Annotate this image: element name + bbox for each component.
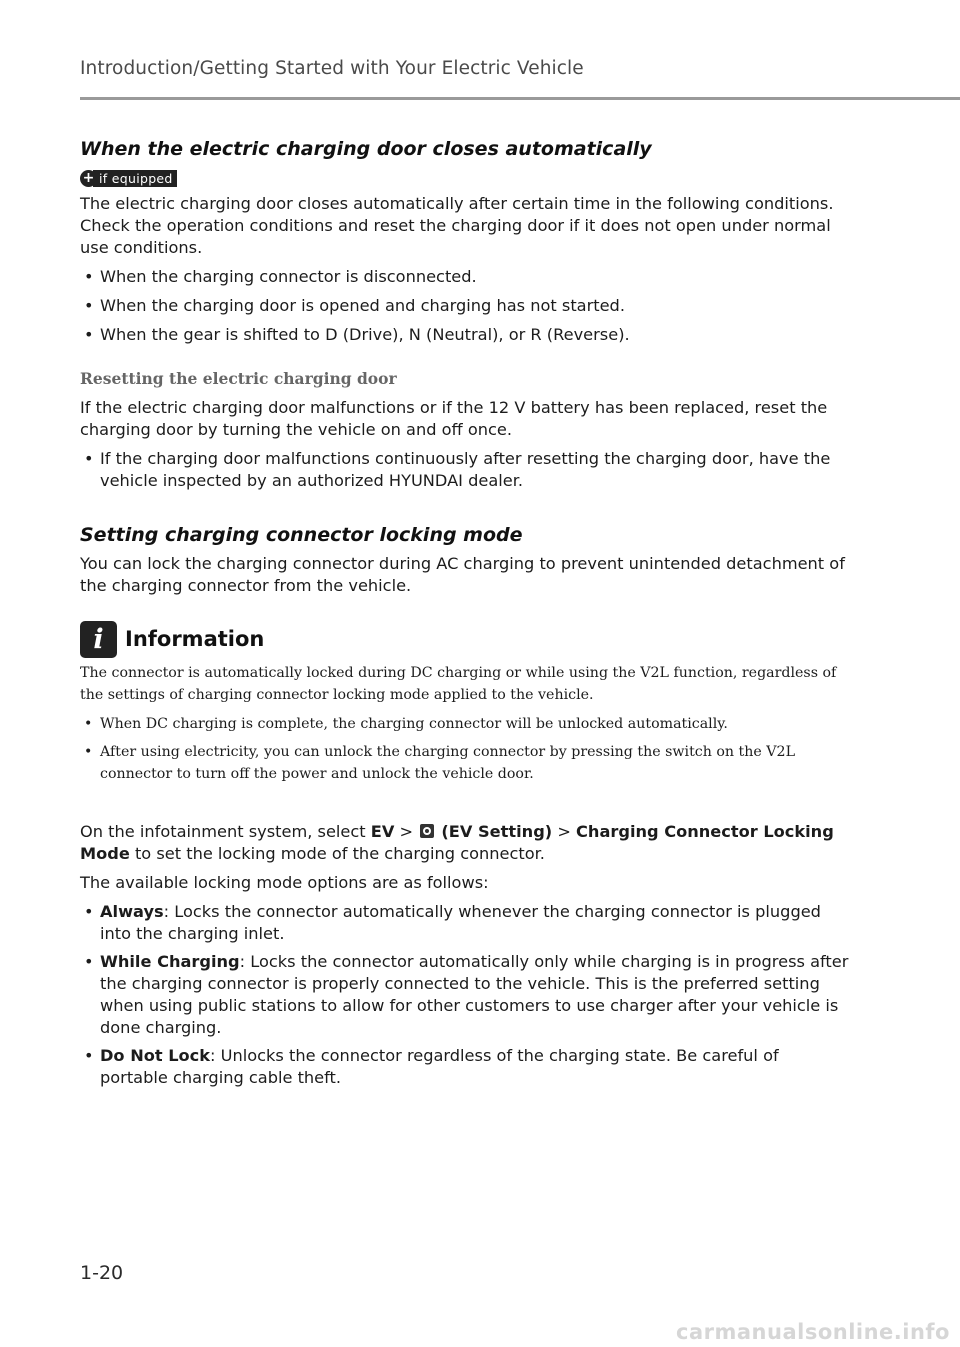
gear-icon <box>420 824 434 838</box>
if-equipped-badge <box>80 168 177 188</box>
option-name: While Charging <box>100 952 240 971</box>
option-desc: : Locks the connector automatically only while charging is in progress after the charging connector is properly connected to the vehicle. This is the preferred setting when using public stations to allow for other customers to use charger after your vehicle is done charging. <box>100 952 849 1037</box>
auto-close-intro: The electric charging door closes automatically after certain time in the following conditions. Check the operation conditions and reset the charging door if it does not open under normal use conditions. <box>80 194 834 257</box>
ev-setting-menu: (EV Setting) <box>441 822 553 841</box>
option-name: Do Not Lock <box>100 1046 211 1065</box>
auto-close-bullet: • When the charging door is opened and charging has not started. <box>80 295 850 317</box>
option-desc: : Unlocks the connector regardless of the charging state. Be careful of portable charging cable theft. <box>100 1046 779 1087</box>
information-bullet: • When DC charging is complete, the charging connector will be unlocked automatically. <box>80 713 850 735</box>
infotainment-instruction <box>80 821 850 865</box>
auto-close-bullet: • When the gear is shifted to D (Drive), N (Neutral), or R (Reverse). <box>80 324 850 346</box>
information-bullet: • After using electricity, you can unlock the charging connector by pressing the switch on the V2L connector to turn off the power and unlock the vehicle door. <box>80 741 850 785</box>
instruction-suffix: to set the locking mode of the charging connector. <box>129 844 545 863</box>
header-divider <box>80 97 960 100</box>
ev-menu: EV <box>370 822 395 841</box>
info-icon: i <box>80 621 117 658</box>
reset-body: If the electric charging door malfunctions or if the 12 V battery has been replaced, reset the charging door by turning the vehicle on and off once. <box>80 398 828 439</box>
option-do-not-lock <box>80 1045 850 1089</box>
section-heading-locking-mode: Setting charging connector locking mode <box>80 524 523 546</box>
separator: > <box>394 822 419 841</box>
reset-bullet: • If the charging door malfunctions continuously after resetting the charging door, have the vehicle inspected by an authorized HYUNDAI dealer. <box>80 448 850 492</box>
watermark: carmanualsonline.info <box>676 1320 950 1344</box>
page-number: 1-20 <box>80 1262 124 1284</box>
page-header-title: Introduction/Getting Started with Your Electric Vehicle <box>80 58 584 79</box>
badge-label: if equipped <box>93 170 177 187</box>
information-header <box>80 620 264 658</box>
locking-mode-intro: You can lock the charging connector during AC charging to prevent unintended detachment of the charging connector from the vehicle. <box>80 554 845 595</box>
option-name: Always <box>100 902 164 921</box>
section-heading-auto-close: When the electric charging door closes automatically <box>80 138 652 160</box>
instruction-prefix: On the infotainment system, select <box>80 822 371 841</box>
separator: > <box>552 822 577 841</box>
plus-circle-icon: + <box>80 170 97 187</box>
auto-close-bullet: • When the charging connector is disconnected. <box>80 266 850 288</box>
options-intro: The available locking mode options are as follows: <box>80 873 489 892</box>
information-body: The connector is automatically locked during DC charging or while using the V2L function, regardless of the settings of charging connector locking mode applied to the vehicle. <box>80 665 837 703</box>
option-while-charging <box>80 951 850 1039</box>
locking-mode-menu: Charging Connector Locking Mode <box>80 822 834 863</box>
information-title: Information <box>125 627 265 651</box>
subsection-heading-reset: Resetting the electric charging door <box>80 369 397 388</box>
option-always <box>80 901 850 945</box>
option-desc: : Locks the connector automatically whenever the charging connector is plugged into the charging inlet. <box>100 902 821 943</box>
